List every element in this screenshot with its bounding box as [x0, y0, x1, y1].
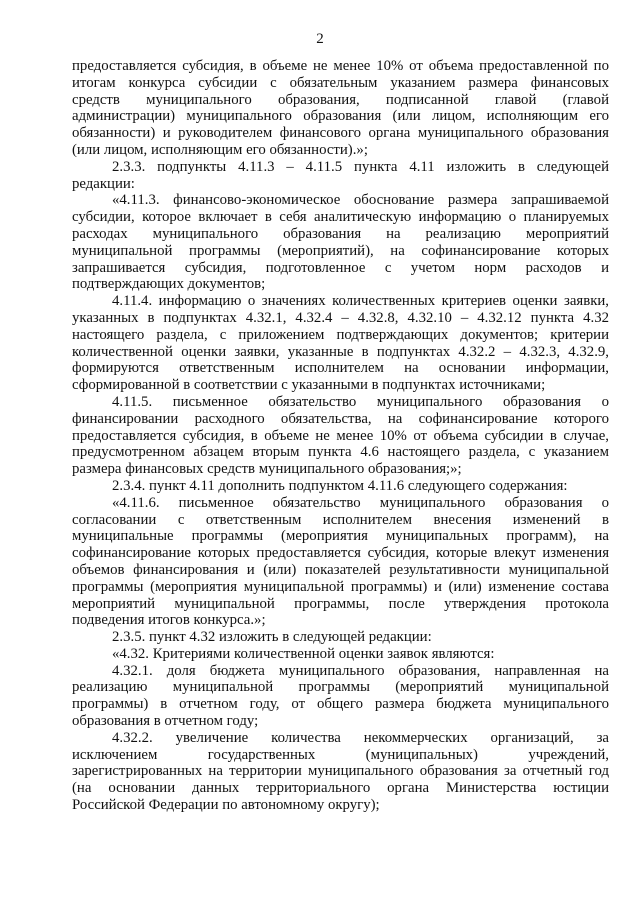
text-line: предоставляется субсидия, в объеме не менее 10% от объема предоставленной по — [72, 58, 609, 74]
text-line: 4.32.2. увеличение количества некоммерческих организаций, за — [112, 729, 609, 746]
text-line: обязанности) и руководителем финансового органа муниципального образования — [72, 125, 609, 142]
text-line: «4.11.6. письменное обязательство муниципального образования о — [112, 494, 609, 511]
text-line: 2.3.5. пункт 4.32 изложить в следующей редакции: — [112, 629, 432, 646]
text-line: редакции: — [72, 175, 135, 192]
paragraph — [72, 159, 609, 193]
text-line: 4.11.5. письменное обязательство муниципального образования о — [112, 393, 609, 410]
text-line: образования в отчетном году; — [72, 713, 259, 730]
text-line: подтверждающих документов; — [72, 276, 266, 293]
text-line: количественной оценки заявки, указанные в подпунктах 4.32.2 – 4.32.3, 4.32.9, — [72, 343, 609, 360]
text-line: субсидии, которое включает в себя аналитическую информацию о планируемых — [72, 209, 609, 226]
text-line: 2.3.3. подпункты 4.11.3 – 4.11.5 пункта 4.11 изложить в следующей — [112, 158, 609, 175]
text-line: Российской Федерации по автономному округу); — [72, 797, 380, 814]
text-line: размера финансовых средств муниципального образования;»; — [72, 461, 462, 478]
paragraph — [72, 478, 609, 495]
text-line: настоящего раздела, с приложением подтверждающих документов; критерии — [72, 326, 609, 343]
page-number: 2 — [316, 31, 324, 47]
paragraph — [72, 394, 609, 478]
paragraph — [72, 663, 609, 730]
text-line: средств муниципального образования, подписанной главой (главой — [72, 91, 609, 108]
text-line: исключением государственных (муниципальных) учреждений, — [72, 746, 609, 763]
paragraph — [72, 646, 609, 663]
text-line: (или лицом, исполняющим его обязанности).»; — [72, 141, 368, 158]
text-line: администрации) муниципального образования (или лицом, исполняющим его — [72, 108, 609, 125]
text-line: 4.11.4. информацию о значениях количественных критериев оценки заявки, — [112, 293, 609, 310]
text-line: предусмотренном абзацем вторым пункта 4.6 настоящего раздела, с указанием — [72, 444, 609, 461]
text-line: формируются ответственным исполнителем на основании информации, — [72, 360, 609, 377]
paragraph — [72, 293, 609, 394]
text-line: 4.32.1. доля бюджета муниципального образования, направленная на — [112, 662, 609, 679]
text-line: указанных в подпунктах 4.32.1, 4.32.4 – 4.32.8, 4.32.10 – 4.32.12 пункта 4.32 — [72, 309, 609, 326]
text-line: софинансирование которых предоставляется субсидия, которые влекут изменения — [72, 545, 609, 562]
text-line: расходах муниципального образования на реализацию мероприятий — [72, 225, 609, 242]
text-line: запрашивается субсидия, подготовленное с учетом норм расходов и — [72, 259, 609, 276]
text-line: реализацию муниципальной программы (мероприятий муниципальной — [72, 679, 609, 696]
text-line: муниципальные программы (мероприятия муниципальных программ), на — [72, 528, 609, 545]
text-line: согласовании с ответственным исполнителем внесения изменений в — [72, 511, 609, 528]
text-line: зарегистрированных на территории муниципального образования за отчетный год — [72, 763, 609, 780]
text-line: «4.11.3. финансово-экономическое обоснование размера запрашиваемой — [112, 192, 609, 209]
paragraph — [72, 495, 609, 629]
text-line: 2.3.4. пункт 4.11 дополнить подпунктом 4.11.6 следующего содержания: — [112, 477, 568, 494]
text-line: (на основании данных территориального органа Министерства юстиции — [72, 780, 609, 797]
text-line: итогам конкурса субсидии с обязательным указанием размера финансовых — [72, 74, 609, 91]
text-line: финансировании расходного обязательства, на софинансирование которого — [72, 410, 609, 427]
text-line: мероприятий муниципальной программы, после утверждения протокола — [72, 595, 609, 612]
text-line: подведения итогов конкурса.»; — [72, 612, 266, 629]
text-line: сформированной в соответствии с указанными в подпунктах источниками; — [72, 377, 546, 394]
text-line: программы (мероприятия муниципальной программы) и (или) изменение состава — [72, 578, 609, 595]
paragraph — [72, 629, 609, 646]
text-line: «4.32. Критериями количественной оценки заявок являются: — [112, 645, 495, 662]
paragraph — [72, 192, 609, 293]
text-line: объемов финансирования и (или) показателей результативности муниципальной — [72, 561, 609, 578]
paragraph — [72, 730, 609, 814]
document-body — [72, 58, 609, 814]
text-line: предоставляется субсидия, в объеме не менее 10% от объема субсидии в случае, — [72, 427, 609, 444]
paragraph — [72, 58, 609, 159]
text-line: программы) в отчетном году, от общего размера бюджета муниципального — [72, 696, 609, 713]
text-line: муниципальной программы (мероприятий), на софинансирование которых — [72, 242, 609, 259]
